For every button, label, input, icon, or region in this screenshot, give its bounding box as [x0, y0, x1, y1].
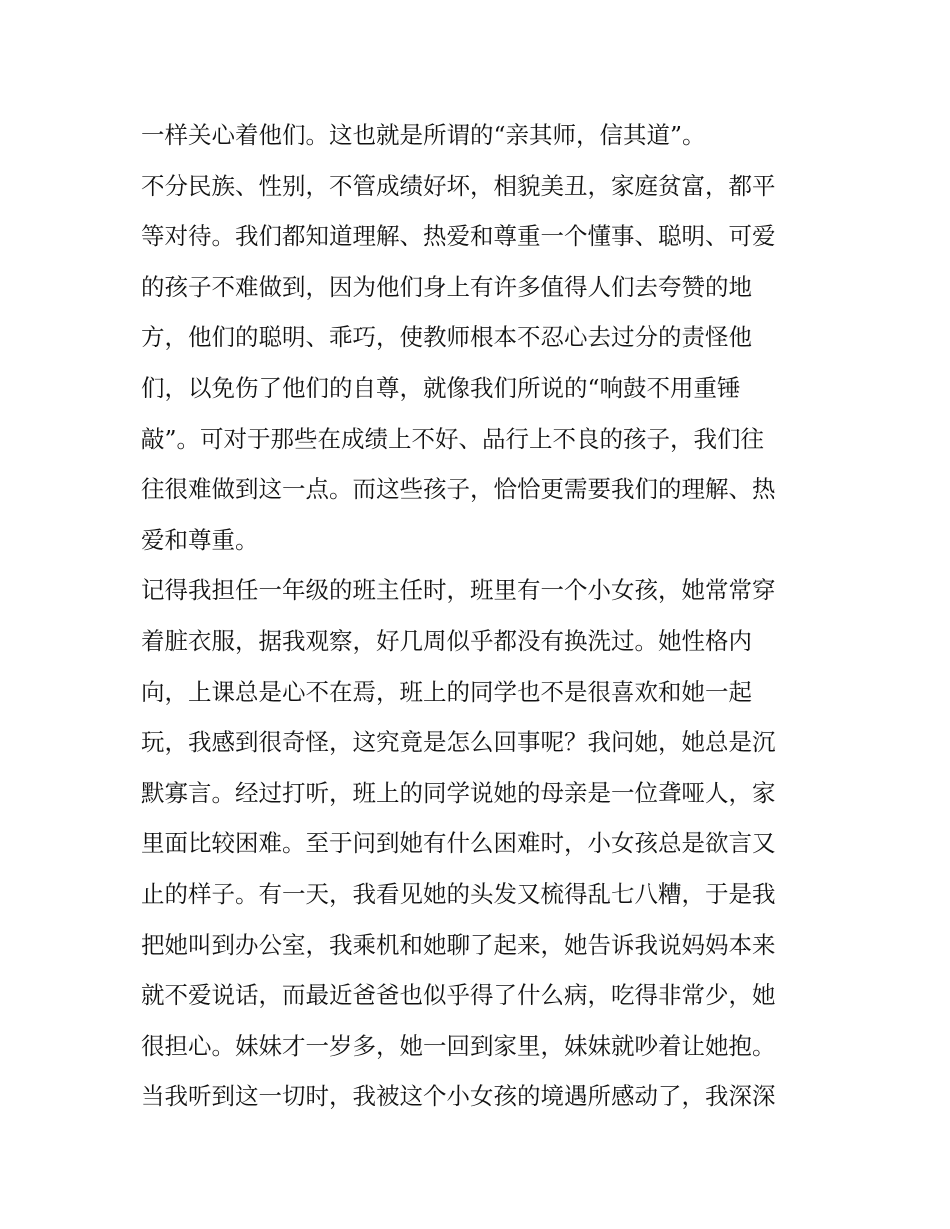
text-line: 一样关心着他们。这也就是所谓的“亲其师，信其道”。 — [141, 121, 706, 149]
text-line: 敲”。可对于那些在成绩上不好、品行上不良的孩子，我们往 — [141, 424, 765, 453]
text-line: 不分民族、性别，不管成绩好坏，相貌美丑，家庭贫富，都平 — [141, 171, 776, 200]
text-line: 的孩子不难做到，因为他们身上有许多值得人们去夸赞的地 — [141, 272, 752, 301]
text-line: 很担心。妹妹才一岁多，她一回到家里，妹妹就吵着让她抱。 — [141, 1031, 776, 1060]
text-line: 往很难做到这一点。而这些孩子，恰恰更需要我们的理解、热 — [141, 475, 776, 504]
text-line: 就不爱说话，而最近爸爸也似乎得了什么病，吃得非常少，她 — [141, 981, 776, 1010]
text-line: 里面比较困难。至于问到她有什么困难时，小女孩总是欲言又 — [141, 829, 776, 858]
text-line: 止的样子。有一天，我看见她的头发又梳得乱七八糟，于是我 — [141, 879, 776, 908]
text-line: 们，以免伤了他们的自尊，就像我们所说的“响鼓不用重锤 — [141, 373, 741, 402]
text-line: 方，他们的聪明、乖巧，使教师根本不忍心去过分的责怪他 — [141, 323, 752, 352]
text-line: 着脏衣服，据我观察，好几周似乎都没有换洗过。她性格内 — [141, 626, 752, 655]
text-line: 记得我担任一年级的班主任时，班里有一个小女孩，她常常穿 — [141, 576, 776, 605]
document-body — [141, 110, 821, 1122]
text-line: 把她叫到办公室，我乘机和她聊了起来，她告诉我说妈妈本来 — [141, 930, 776, 959]
text-line: 爱和尊重。 — [141, 525, 259, 554]
text-line: 玩，我感到很奇怪，这究竟是怎么回事呢？我问她，她总是沉 — [141, 728, 776, 757]
text-line: 当我听到这一切时，我被这个小女孩的境遇所感动了，我深深 — [141, 1082, 776, 1111]
text-line: 默寡言。经过打听，班上的同学说她的母亲是一位聋哑人，家 — [141, 778, 776, 807]
text-line: 向，上课总是心不在焉，班上的同学也不是很喜欢和她一起 — [141, 677, 752, 706]
text-line: 等对待。我们都知道理解、热爱和尊重一个懂事、聪明、可爱 — [141, 222, 776, 251]
